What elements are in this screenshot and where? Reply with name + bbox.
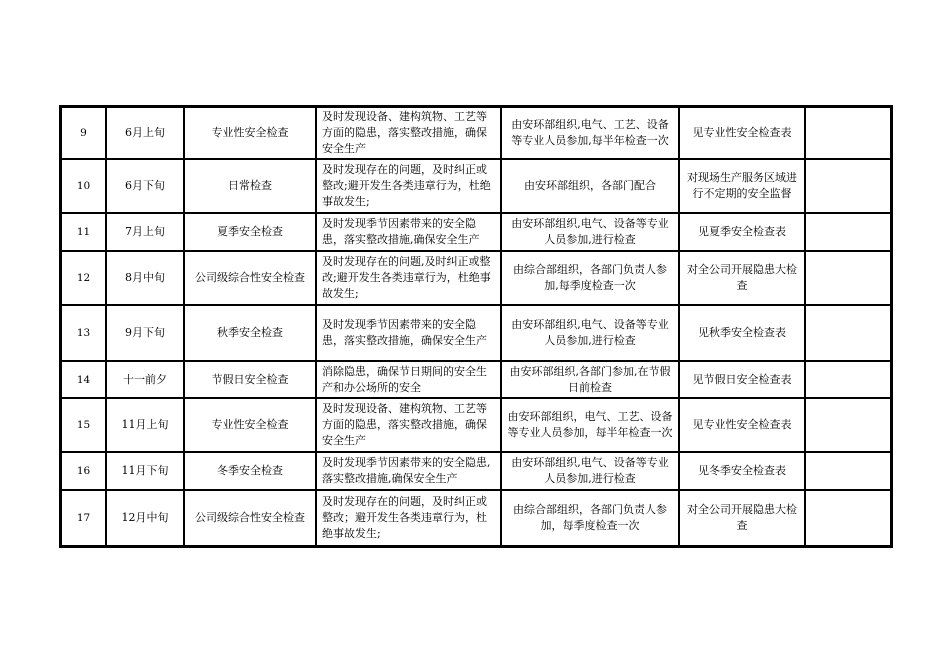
row-number-cell: 11	[61, 213, 106, 251]
check-type-cell: 秋季安全检查	[184, 305, 316, 361]
time-cell: 6月下旬	[106, 159, 184, 213]
blank-cell	[805, 490, 891, 546]
organizer-cell: 由安环部组织，各部门配合	[501, 159, 679, 213]
organizer-cell: 由安环部组织,电气、设备等专业人员参加,进行检查	[501, 452, 679, 490]
row-number-cell: 12	[61, 251, 106, 305]
organizer-cell: 由安环部组织,电气、工艺、设备等专业人员参加,每半年检查一次	[501, 107, 679, 159]
row-number-cell: 15	[61, 398, 106, 452]
table-row	[61, 361, 891, 398]
note-cell: 见秋季安全检查表	[679, 305, 805, 361]
organizer-cell: 由安环部组织,各部门参加,在节假日前检查	[501, 361, 679, 398]
blank-cell	[805, 251, 891, 305]
time-cell: 12月中旬	[106, 490, 184, 546]
note-cell: 对现场生产服务区域进行不定期的安全监督	[679, 159, 805, 213]
check-type-cell: 专业性安全检查	[184, 398, 316, 452]
table-row	[61, 251, 891, 305]
blank-cell	[805, 107, 891, 159]
check-type-cell: 公司级综合性安全检查	[184, 490, 316, 546]
table-row	[61, 398, 891, 452]
time-cell: 11月下旬	[106, 452, 184, 490]
note-cell: 见专业性安全检查表	[679, 398, 805, 452]
purpose-cell: 及时发现存在的问题，及时纠正或整改;避开发生各类违章行为，杜绝事故发生;	[316, 159, 501, 213]
purpose-cell: 消除隐患，确保节日期间的安全生产和办公场所的安全	[316, 361, 501, 398]
check-type-cell: 公司级综合性安全检查	[184, 251, 316, 305]
table-row	[61, 490, 891, 546]
purpose-cell: 及时发现设备、建构筑物、工艺等方面的隐患，落实整改措施，确保安全生产	[316, 398, 501, 452]
blank-cell	[805, 452, 891, 490]
time-cell: 11月上旬	[106, 398, 184, 452]
blank-cell	[805, 398, 891, 452]
note-cell: 见节假日安全检查表	[679, 361, 805, 398]
row-number-cell: 17	[61, 490, 106, 546]
table-row	[61, 159, 891, 213]
check-type-cell: 节假日安全检查	[184, 361, 316, 398]
purpose-cell: 及时发现设备、建构筑物、工艺等方面的隐患，落实整改措施，确保安全生产	[316, 107, 501, 159]
note-cell: 见专业性安全检查表	[679, 107, 805, 159]
table-body	[61, 107, 891, 546]
purpose-cell: 及时发现季节因素带来的安全隐患,落实整改措施,确保安全生产	[316, 452, 501, 490]
purpose-cell: 及时发现存在的问题，及时纠正或整改；避开发生各类违章行为，杜绝事故发生;	[316, 490, 501, 546]
blank-cell	[805, 159, 891, 213]
organizer-cell: 由综合部组织，各部门负责人参加,每季度检查一次	[501, 251, 679, 305]
blank-cell	[805, 213, 891, 251]
purpose-cell: 及时发现存在的问题,及时纠正或整改;避开发生各类违章行为，杜绝事故发生;	[316, 251, 501, 305]
time-cell: 6月上旬	[106, 107, 184, 159]
check-type-cell: 日常检查	[184, 159, 316, 213]
organizer-cell: 由安环部组织,电气、设备等专业人员参加,进行检查	[501, 305, 679, 361]
time-cell: 7月上旬	[106, 213, 184, 251]
row-number-cell: 16	[61, 452, 106, 490]
check-type-cell: 夏季安全检查	[184, 213, 316, 251]
note-cell: 对全公司开展隐患大检查	[679, 490, 805, 546]
time-cell: 十一前夕	[106, 361, 184, 398]
note-cell: 对全公司开展隐患大检查	[679, 251, 805, 305]
table-row	[61, 107, 891, 159]
time-cell: 9月下旬	[106, 305, 184, 361]
organizer-cell: 由安环部组织,电气、设备等专业人员参加,进行检查	[501, 213, 679, 251]
blank-cell	[805, 361, 891, 398]
purpose-cell: 及时发现季节因素带来的安全隐患，落实整改措施,确保安全生产	[316, 213, 501, 251]
row-number-cell: 14	[61, 361, 106, 398]
safety-inspection-table	[59, 105, 893, 548]
purpose-cell: 及时发现季节因素带来的安全隐患，落实整改措施，确保安全生产	[316, 305, 501, 361]
check-type-cell: 专业性安全检查	[184, 107, 316, 159]
row-number-cell: 13	[61, 305, 106, 361]
organizer-cell: 由综合部组织，各部门负责人参加，每季度检查一次	[501, 490, 679, 546]
row-number-cell: 9	[61, 107, 106, 159]
note-cell: 见冬季安全检查表	[679, 452, 805, 490]
time-cell: 8月中旬	[106, 251, 184, 305]
check-type-cell: 冬季安全检查	[184, 452, 316, 490]
organizer-cell: 由安环部组织，电气、工艺、设备等专业人员参加，每半年检查一次	[501, 398, 679, 452]
note-cell: 见夏季安全检查表	[679, 213, 805, 251]
table-row	[61, 305, 891, 361]
table-row	[61, 213, 891, 251]
blank-cell	[805, 305, 891, 361]
row-number-cell: 10	[61, 159, 106, 213]
document-page	[59, 105, 889, 548]
table-row	[61, 452, 891, 490]
